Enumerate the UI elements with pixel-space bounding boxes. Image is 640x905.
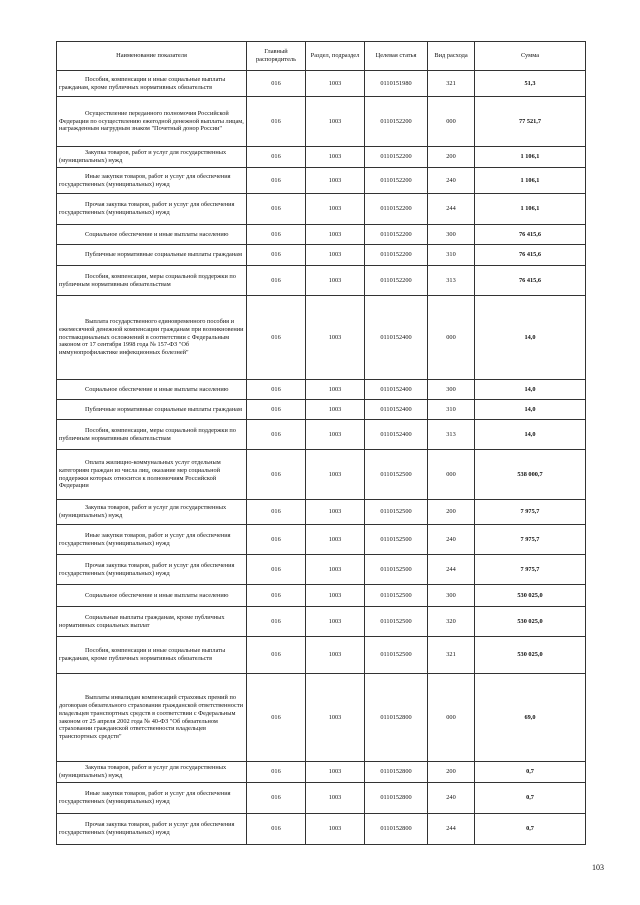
cell-expense: 321 xyxy=(428,71,475,97)
row-label: Закупка товаров, работ и услуг для государственных (муниципальных) нужд xyxy=(59,764,227,779)
cell-target: 0110152800 xyxy=(365,674,428,762)
cell-section: 1003 xyxy=(306,71,365,97)
row-label: Пособия, компенсации, меры социальной поддержки по публичным нормативным обязательствам xyxy=(59,272,236,288)
table-row xyxy=(57,450,586,500)
table-row xyxy=(57,555,586,585)
table-header-row xyxy=(57,42,586,71)
cell-expense: 300 xyxy=(428,380,475,400)
cell-target: 0110152200 xyxy=(365,266,428,296)
row-label: Прочая закупка товаров, работ и услуг для обеспечения государственных (муниципальных) нужд xyxy=(59,821,235,836)
cell-expense: 300 xyxy=(428,585,475,607)
row-label: Выплата государственного единовременного пособия и ежемесячной денежной компенсации гражданам при возникновении поствакцинальных осложнений в соответствии с Федеральным законом от 17 сентября 1998 года № 157-ФЗ "Об иммунопрофилактике инфекционных болезней" xyxy=(59,318,244,356)
table-row xyxy=(57,296,586,380)
row-label: Прочая закупка товаров, работ и услуг для обеспечения государственных (муниципальных) нужд xyxy=(59,201,235,216)
cell-name xyxy=(57,500,247,525)
cell-section: 1003 xyxy=(306,296,365,380)
cell-sum: 1 106,1 xyxy=(475,194,586,225)
cell-section: 1003 xyxy=(306,420,365,450)
table-row xyxy=(57,194,586,225)
cell-name xyxy=(57,450,247,500)
cell-target: 0110152500 xyxy=(365,500,428,525)
cell-expense: 200 xyxy=(428,762,475,783)
cell-expense: 000 xyxy=(428,296,475,380)
cell-admin: 016 xyxy=(247,194,306,225)
row-label: Публичные нормативные социальные выплаты гражданам xyxy=(85,251,242,259)
header-name: Наименование показателя xyxy=(57,42,247,71)
cell-target: 0110152500 xyxy=(365,450,428,500)
table-body xyxy=(57,71,586,845)
cell-name xyxy=(57,420,247,450)
cell-admin: 016 xyxy=(247,296,306,380)
row-label: Осуществление переданного полномочия Российской Федерации по осуществлению ежегодной денежной выплаты лицам, награжденным нагрудным знаком "Почетный донор России" xyxy=(59,109,244,133)
table-row xyxy=(57,168,586,194)
cell-section: 1003 xyxy=(306,500,365,525)
cell-section: 1003 xyxy=(306,168,365,194)
cell-section: 1003 xyxy=(306,266,365,296)
table-row xyxy=(57,762,586,783)
row-label: Социальное обеспечение и иные выплаты населению xyxy=(85,230,229,238)
table-row xyxy=(57,637,586,674)
cell-admin: 016 xyxy=(247,168,306,194)
header-sum: Сумма xyxy=(475,42,586,71)
cell-sum: 530 025,0 xyxy=(475,607,586,637)
cell-target: 0110152200 xyxy=(365,97,428,147)
cell-sum: 76 415,6 xyxy=(475,266,586,296)
cell-name xyxy=(57,674,247,762)
cell-sum: 51,3 xyxy=(475,71,586,97)
cell-target: 0110152800 xyxy=(365,762,428,783)
cell-expense: 240 xyxy=(428,525,475,555)
cell-admin: 016 xyxy=(247,380,306,400)
cell-name xyxy=(57,97,247,147)
cell-admin: 016 xyxy=(247,266,306,296)
cell-admin: 016 xyxy=(247,762,306,783)
row-label: Социальные выплаты гражданам, кроме публичных нормативных социальных выплат xyxy=(59,613,225,629)
cell-section: 1003 xyxy=(306,97,365,147)
cell-admin: 016 xyxy=(247,420,306,450)
cell-section: 1003 xyxy=(306,814,365,845)
row-label: Социальное обеспечение и иные выплаты населению xyxy=(85,385,229,393)
row-label: Оплата жилищно-коммунальных услуг отдельным категориям граждан из числа лиц, оказание мер социальной поддержки которых относится к полномочиям Российской Федерации xyxy=(59,459,221,490)
cell-section: 1003 xyxy=(306,147,365,168)
cell-sum: 14,0 xyxy=(475,400,586,420)
cell-admin: 016 xyxy=(247,555,306,585)
cell-section: 1003 xyxy=(306,450,365,500)
row-label: Пособия, компенсации и иные социальные выплаты гражданам, кроме публичных нормативных обязательств xyxy=(59,75,226,91)
cell-expense: 313 xyxy=(428,420,475,450)
cell-target: 0110152200 xyxy=(365,168,428,194)
cell-target: 0110152400 xyxy=(365,296,428,380)
cell-sum: 76 415,6 xyxy=(475,245,586,266)
header-target: Целевая статья xyxy=(365,42,428,71)
cell-target: 0110152400 xyxy=(365,380,428,400)
header-section: Раздел, подраздел xyxy=(306,42,365,71)
cell-expense: 313 xyxy=(428,266,475,296)
cell-target: 0110152400 xyxy=(365,400,428,420)
cell-sum: 7 975,7 xyxy=(475,555,586,585)
table-row xyxy=(57,245,586,266)
cell-section: 1003 xyxy=(306,607,365,637)
cell-section: 1003 xyxy=(306,245,365,266)
row-label: Социальное обеспечение и иные выплаты населению xyxy=(85,591,229,599)
cell-admin: 016 xyxy=(247,450,306,500)
cell-name xyxy=(57,71,247,97)
cell-name xyxy=(57,380,247,400)
cell-sum: 0,7 xyxy=(475,814,586,845)
table-row xyxy=(57,400,586,420)
table-row xyxy=(57,266,586,296)
table-row xyxy=(57,71,586,97)
cell-name xyxy=(57,266,247,296)
cell-name xyxy=(57,168,247,194)
table-row xyxy=(57,607,586,637)
cell-target: 0110152800 xyxy=(365,783,428,814)
cell-sum: 0,7 xyxy=(475,762,586,783)
cell-admin: 016 xyxy=(247,637,306,674)
cell-expense: 240 xyxy=(428,168,475,194)
cell-expense: 244 xyxy=(428,194,475,225)
table-row xyxy=(57,783,586,814)
cell-admin: 016 xyxy=(247,814,306,845)
cell-section: 1003 xyxy=(306,380,365,400)
cell-section: 1003 xyxy=(306,400,365,420)
cell-name xyxy=(57,607,247,637)
cell-section: 1003 xyxy=(306,674,365,762)
cell-name xyxy=(57,194,247,225)
cell-target: 0110151980 xyxy=(365,71,428,97)
cell-expense: 244 xyxy=(428,555,475,585)
cell-sum: 7 975,7 xyxy=(475,525,586,555)
cell-target: 0110152500 xyxy=(365,607,428,637)
cell-admin: 016 xyxy=(247,97,306,147)
cell-expense: 321 xyxy=(428,637,475,674)
cell-admin: 016 xyxy=(247,500,306,525)
header-expense: Вид расхода xyxy=(428,42,475,71)
cell-admin: 016 xyxy=(247,525,306,555)
page-number: 103 xyxy=(592,863,604,872)
cell-sum: 69,0 xyxy=(475,674,586,762)
cell-admin: 016 xyxy=(247,225,306,245)
cell-target: 0110152200 xyxy=(365,245,428,266)
budget-table xyxy=(56,41,586,845)
cell-admin: 016 xyxy=(247,245,306,266)
cell-name xyxy=(57,525,247,555)
row-label: Иные закупки товаров, работ и услуг для обеспечения государственных (муниципальных) нужд xyxy=(59,172,231,188)
cell-section: 1003 xyxy=(306,585,365,607)
cell-expense: 240 xyxy=(428,783,475,814)
cell-section: 1003 xyxy=(306,525,365,555)
cell-section: 1003 xyxy=(306,762,365,783)
cell-admin: 016 xyxy=(247,607,306,637)
cell-sum: 538 000,7 xyxy=(475,450,586,500)
cell-name xyxy=(57,400,247,420)
cell-sum: 14,0 xyxy=(475,420,586,450)
cell-target: 0110152400 xyxy=(365,420,428,450)
cell-expense: 000 xyxy=(428,674,475,762)
table-row xyxy=(57,225,586,245)
cell-expense: 000 xyxy=(428,450,475,500)
row-label: Закупка товаров, работ и услуг для государственных (муниципальных) нужд xyxy=(59,504,227,519)
cell-admin: 016 xyxy=(247,674,306,762)
table-row xyxy=(57,585,586,607)
table-row xyxy=(57,147,586,168)
cell-target: 0110152500 xyxy=(365,525,428,555)
row-label: Прочая закупка товаров, работ и услуг для обеспечения государственных (муниципальных) нужд xyxy=(59,561,235,577)
cell-target: 0110152200 xyxy=(365,194,428,225)
cell-name xyxy=(57,296,247,380)
cell-target: 0110152500 xyxy=(365,637,428,674)
cell-name xyxy=(57,762,247,783)
header-admin: Главный распорядитель xyxy=(247,42,306,71)
table-row xyxy=(57,525,586,555)
cell-section: 1003 xyxy=(306,637,365,674)
cell-name xyxy=(57,225,247,245)
table-row xyxy=(57,814,586,845)
cell-admin: 016 xyxy=(247,400,306,420)
cell-sum: 14,0 xyxy=(475,380,586,400)
cell-sum: 530 025,0 xyxy=(475,585,586,607)
cell-section: 1003 xyxy=(306,555,365,585)
cell-admin: 016 xyxy=(247,147,306,168)
cell-admin: 016 xyxy=(247,585,306,607)
cell-expense: 300 xyxy=(428,225,475,245)
cell-target: 0110152500 xyxy=(365,585,428,607)
cell-expense: 200 xyxy=(428,500,475,525)
cell-expense: 310 xyxy=(428,400,475,420)
cell-expense: 244 xyxy=(428,814,475,845)
row-label: Публичные нормативные социальные выплаты гражданам xyxy=(85,405,242,413)
cell-sum: 1 106,1 xyxy=(475,168,586,194)
cell-sum: 1 106,1 xyxy=(475,147,586,168)
row-label: Иные закупки товаров, работ и услуг для обеспечения государственных (муниципальных) нужд xyxy=(59,531,231,547)
cell-name xyxy=(57,555,247,585)
cell-name xyxy=(57,245,247,266)
cell-expense: 200 xyxy=(428,147,475,168)
table-row xyxy=(57,500,586,525)
cell-target: 0110152500 xyxy=(365,555,428,585)
cell-name xyxy=(57,147,247,168)
cell-section: 1003 xyxy=(306,194,365,225)
cell-sum: 530 025,0 xyxy=(475,637,586,674)
row-label: Закупка товаров, работ и услуг для государственных (муниципальных) нужд xyxy=(59,149,227,164)
cell-target: 0110152800 xyxy=(365,814,428,845)
cell-admin: 016 xyxy=(247,783,306,814)
table-row xyxy=(57,380,586,400)
table-row xyxy=(57,674,586,762)
table-row xyxy=(57,97,586,147)
cell-name xyxy=(57,637,247,674)
row-label: Выплаты инвалидам компенсаций страховых премий по договорам обязательного страхования гражданской ответственности владельцев транспортных средств в соответствии с Федеральным законом от 25 апреля 2002 года № 40-ФЗ "Об обязательном страховании гражданской ответственности владельцев транспортных средств" xyxy=(59,694,243,740)
cell-section: 1003 xyxy=(306,783,365,814)
cell-sum: 14,0 xyxy=(475,296,586,380)
table-row xyxy=(57,420,586,450)
cell-sum: 7 975,7 xyxy=(475,500,586,525)
cell-admin: 016 xyxy=(247,71,306,97)
cell-target: 0110152200 xyxy=(365,225,428,245)
cell-target: 0110152200 xyxy=(365,147,428,168)
cell-sum: 0,7 xyxy=(475,783,586,814)
row-label: Иные закупки товаров, работ и услуг для обеспечения государственных (муниципальных) нужд xyxy=(59,790,231,805)
cell-section: 1003 xyxy=(306,225,365,245)
row-label: Пособия, компенсации и иные социальные выплаты гражданам, кроме публичных нормативных обязательств xyxy=(59,647,226,662)
cell-expense: 320 xyxy=(428,607,475,637)
cell-expense: 000 xyxy=(428,97,475,147)
cell-name xyxy=(57,814,247,845)
cell-sum: 77 521,7 xyxy=(475,97,586,147)
cell-expense: 310 xyxy=(428,245,475,266)
cell-name xyxy=(57,585,247,607)
cell-sum: 76 415,6 xyxy=(475,225,586,245)
cell-name xyxy=(57,783,247,814)
row-label: Пособия, компенсации, меры социальной поддержки по публичным нормативным обязательствам xyxy=(59,426,236,442)
